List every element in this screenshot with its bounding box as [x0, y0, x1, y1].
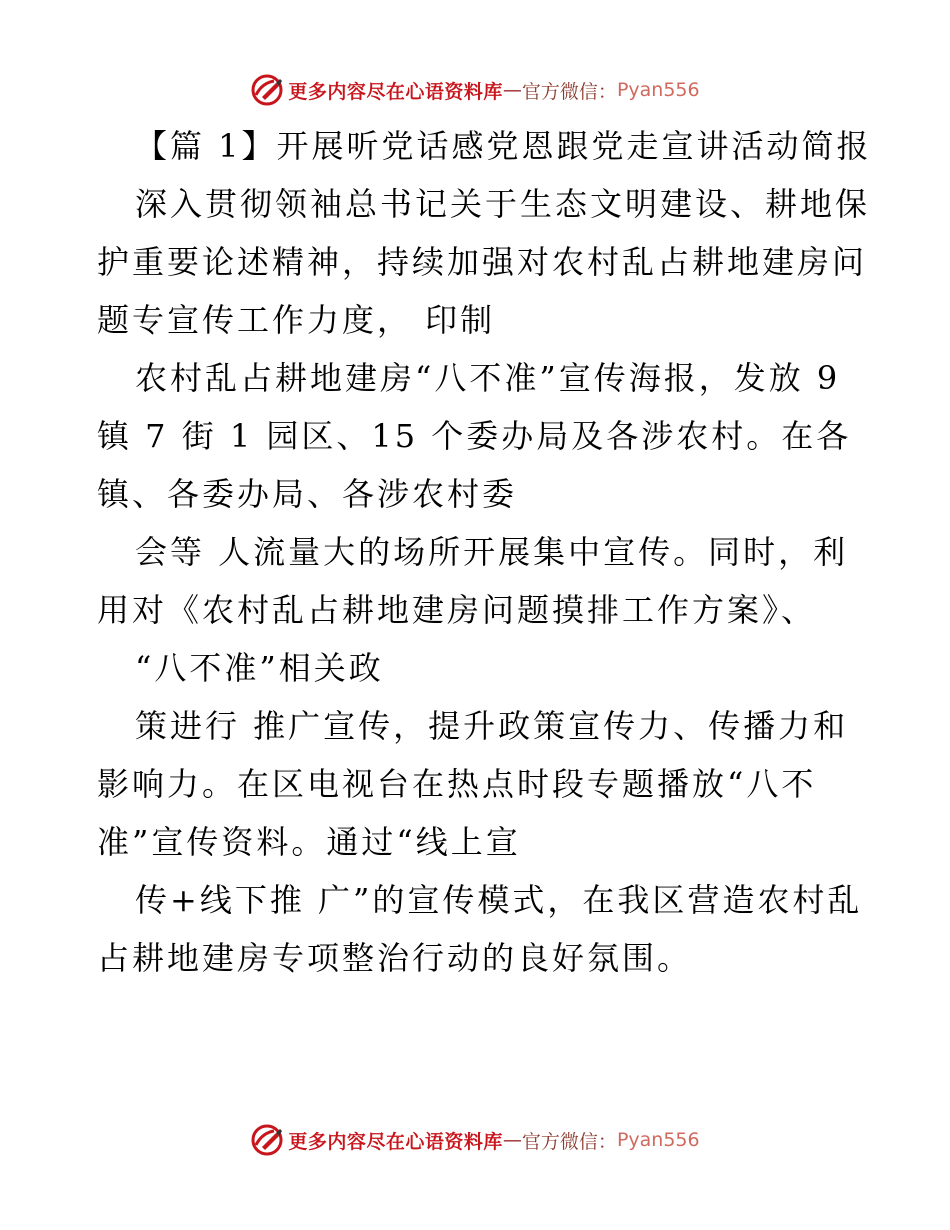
- paragraph-line: 镇、各委办局、各涉农村委: [97, 475, 518, 513]
- footer-watermark: [0, 1120, 950, 1160]
- paragraph-line: 会等 人流量大的场所开展集中宣传。同时，利: [135, 533, 849, 571]
- paragraph-line: 准”宣传资料。通过“线上宣: [97, 823, 521, 861]
- watermark-site-text: 更多内容尽在心语资料库: [288, 80, 503, 103]
- paragraph-line: “八不准”相关政: [135, 649, 384, 687]
- document-title: 【篇 1】开展听党话感党恩跟党走宣讲活动简报: [135, 127, 872, 165]
- paragraph-line: 护重要论述精神，持续加强对农村乱占耕地建房问: [97, 243, 868, 281]
- pen-logo-icon: [250, 73, 284, 107]
- pen-logo-icon: [250, 1123, 284, 1157]
- paragraph-line: 传+线下推 广”的宣传模式，在我区营造农村乱: [135, 881, 863, 919]
- watermark-wechat-label: 官方微信：: [521, 1130, 617, 1153]
- watermark-dash: —: [502, 79, 522, 101]
- paragraph-line: 用对《农村乱占耕地建房问题摸排工作方案》、: [97, 591, 817, 629]
- paragraph-line: 题专宣传工作力度， 印制: [97, 301, 496, 339]
- paragraph-line: 策进行 推广宣传，提升政策宣传力、传播力和: [135, 707, 849, 745]
- watermark-dash: —: [502, 1129, 522, 1151]
- paragraph-line: 占耕地建房专项整治行动的良好氛围。: [97, 939, 693, 977]
- paragraph-line: 深入贯彻领袖总书记关于生态文明建设、耕地保: [135, 185, 871, 223]
- paragraph-line: 农村乱占耕地建房“八不准”宣传海报，发放 9: [135, 359, 841, 397]
- watermark-wechat-id: Pyan556: [616, 79, 700, 101]
- paragraph-line: 镇 7 街 1 园区、15 个委办局及各涉农村。在各: [97, 417, 852, 455]
- watermark-site-text: 更多内容尽在心语资料库: [288, 1130, 503, 1153]
- paragraph-line: 影响力。在区电视台在热点时段专题播放“八不: [97, 765, 817, 803]
- watermark-wechat-id: Pyan556: [616, 1129, 700, 1151]
- header-watermark: [0, 70, 950, 110]
- watermark-wechat-label: 官方微信：: [521, 80, 617, 103]
